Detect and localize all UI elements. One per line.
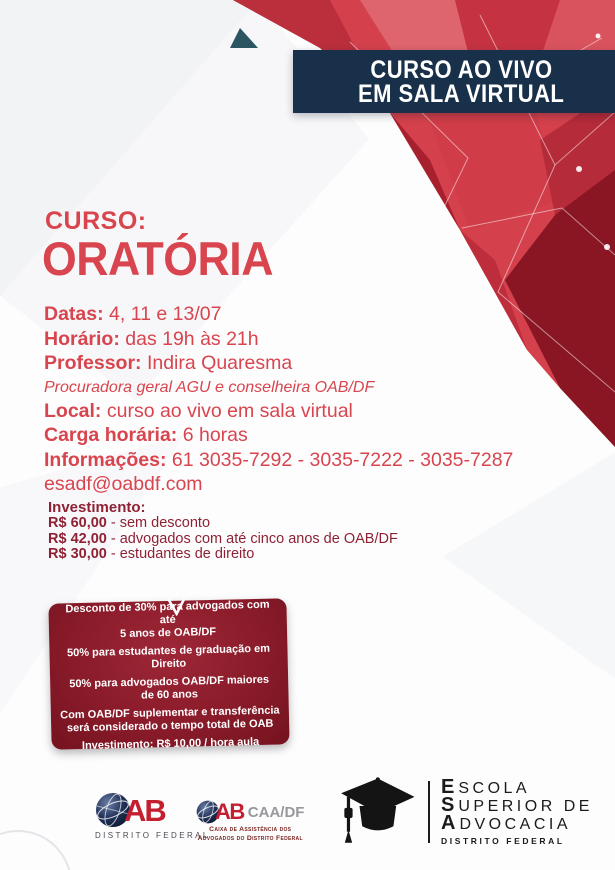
email-address: esadf@oabdf.com bbox=[44, 473, 203, 495]
detail-schedule bbox=[44, 327, 513, 352]
investment-item bbox=[48, 532, 398, 548]
course-label: CURSO: bbox=[45, 207, 147, 235]
caa-caption-line1: Caixa de Assistência dos bbox=[209, 826, 292, 833]
price-description: - sem desconto bbox=[106, 514, 211, 531]
banner-line-2: EM SALA VIRTUAL bbox=[357, 79, 565, 108]
detail-label: Horário: bbox=[44, 327, 120, 350]
esa-line-3 bbox=[441, 811, 593, 834]
detail-location bbox=[44, 399, 513, 424]
oab-df-caption: DISTRITO FEDERAL bbox=[95, 831, 210, 840]
detail-value: curso ao vivo em sala virtual bbox=[101, 399, 353, 422]
detail-email bbox=[44, 472, 513, 497]
esa-text bbox=[441, 775, 593, 846]
esa-initial: A bbox=[441, 811, 460, 834]
price-description: - estudantes de direito bbox=[106, 546, 255, 563]
investment-section bbox=[48, 500, 398, 563]
caa-caption-line2: Advogados do Distrito Federal bbox=[197, 834, 303, 842]
detail-label: Professor: bbox=[44, 352, 142, 374]
price-amount: R$ 42,00 bbox=[48, 530, 107, 547]
esa-rest: DVOCACIA bbox=[459, 815, 572, 833]
banner-line-1: CURSO AO VIVO bbox=[369, 55, 553, 84]
investment-heading: Investimento: bbox=[48, 499, 146, 516]
detail-phone-info bbox=[44, 448, 513, 473]
divider bbox=[428, 781, 430, 843]
esa-rest: UPERIOR DE bbox=[458, 797, 593, 815]
esa-line-1 bbox=[441, 775, 593, 798]
oab-letters: AB bbox=[215, 799, 244, 824]
discount-rule: 50% para advogados OAB/DF maiores de 60 anos bbox=[69, 673, 270, 702]
investment-item bbox=[48, 547, 398, 563]
investment-item bbox=[48, 516, 398, 532]
v-notch-icon bbox=[166, 599, 186, 616]
footer-logos bbox=[0, 770, 615, 870]
detail-value: das 19h às 21h bbox=[119, 327, 259, 350]
oab-letters: AB bbox=[124, 792, 165, 828]
esa-initial: E bbox=[441, 775, 459, 798]
caa-df-logo bbox=[196, 800, 304, 844]
detail-value: 61 3035-7292 - 3035-7222 - 3035-7287 bbox=[166, 448, 514, 471]
detail-label: Carga horária: bbox=[44, 424, 178, 446]
esa-rest: SCOLA bbox=[458, 779, 531, 797]
esa-initial: S bbox=[441, 793, 459, 816]
price-description: - advogados com até cinco anos de OAB/DF bbox=[106, 530, 398, 547]
esa-line-2 bbox=[441, 793, 593, 816]
oab-df-logo bbox=[95, 792, 210, 840]
detail-dates bbox=[44, 302, 513, 327]
detail-value: Indira Quaresma bbox=[141, 352, 293, 374]
discount-rule: 50% para estudantes de graduação em Direito bbox=[66, 642, 271, 671]
graduation-cap-icon bbox=[330, 773, 422, 851]
detail-value: 4, 11 e 13/07 bbox=[103, 303, 222, 325]
price-amount: R$ 60,00 bbox=[48, 514, 107, 531]
caa-df-caption bbox=[196, 826, 304, 844]
course-details bbox=[44, 302, 513, 497]
esa-caption: DISTRITO FEDERAL bbox=[441, 835, 565, 846]
professor-credentials: Procuradora geral AGU e conselheira OAB/DF bbox=[44, 378, 375, 396]
detail-professor bbox=[44, 351, 513, 376]
detail-label: Informações: bbox=[44, 448, 167, 471]
detail-value: 6 horas bbox=[177, 424, 248, 446]
esa-logo bbox=[330, 773, 593, 851]
course-title: ORATÓRIA bbox=[42, 232, 274, 285]
discount-info-box bbox=[48, 598, 289, 752]
detail-workload bbox=[44, 423, 513, 448]
price-amount: R$ 30,00 bbox=[48, 546, 107, 563]
detail-label: Datas: bbox=[44, 303, 104, 325]
detail-label: Local: bbox=[44, 399, 102, 422]
discount-rule: Com OAB/DF suplementar e transferência será considerado o tempo total de OAB bbox=[60, 704, 280, 735]
hourly-rate: Investimento: R$ 10,00 / hora aula bbox=[81, 735, 260, 752]
live-course-banner bbox=[293, 50, 615, 113]
discount-rule: Desconto de 30% para advogados com até 5 anos de OAB/DF bbox=[65, 598, 270, 641]
caa-df-label: CAA/DF bbox=[247, 803, 305, 821]
